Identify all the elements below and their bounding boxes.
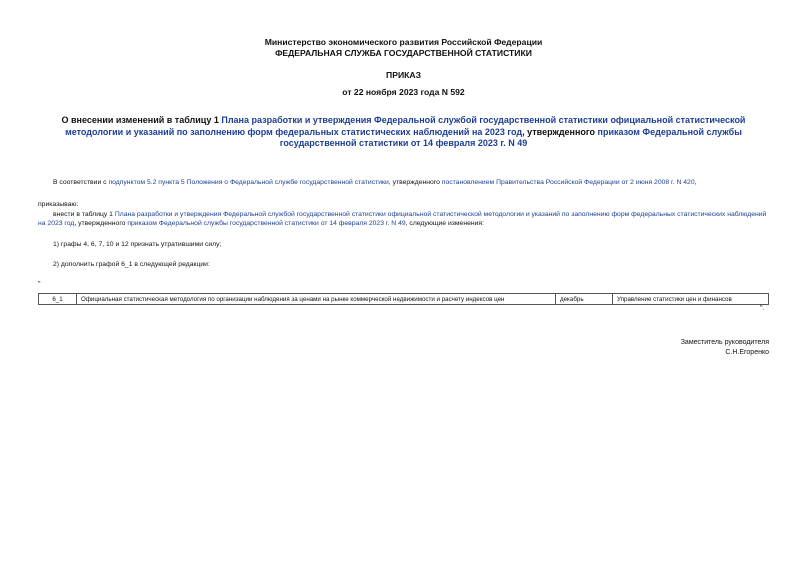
document-date: от 22 ноября 2023 года N 592 [342, 87, 465, 97]
title-prefix: О внесении изменений в таблицу 1 [61, 115, 222, 125]
amend-plan-link[interactable]: Плана разработки и утверждения Федеральной службой государственной статистики официальной статистической методологии и указаний по заполнению форм федеральных статистических наблюдений на 2023 год [38, 211, 767, 227]
title-middle: , утвержденного [522, 126, 598, 137]
document-type: ПРИКАЗ [386, 70, 421, 80]
item-1: 1) графы 4, 6, 7, 10 и 12 признать утратившими силу; [53, 241, 222, 248]
cell-number: 6_1 [39, 294, 77, 305]
item-2: 2) дополнить графой 6_1 в следующей редакции: [53, 261, 210, 268]
signature-name: С.Н.Егоренко [725, 349, 769, 356]
amend-prefix: внести в таблицу 1 [53, 211, 115, 218]
cell-department: Управление статистики цен и финансов [613, 294, 769, 305]
signature-position: Заместитель руководителя [680, 339, 769, 346]
cell-description: Официальная статистическая методология по организации наблюдения за ценами на рынке коммерческой недвижимости и расчету индексов цен [77, 294, 556, 305]
order-word: приказываю: [38, 201, 79, 208]
quote-close: ". [760, 305, 765, 312]
amend-order-link[interactable]: приказом Федеральной службы государственной статистики от 14 февраля 2023 г. N 49 [127, 220, 406, 227]
preamble-prefix: В соответствии с [53, 179, 109, 186]
preamble-resolution-link[interactable]: постановлением Правительства Российской Федерации от 2 июня 2008 г. N 420 [441, 179, 695, 186]
preamble-suffix: , [694, 179, 697, 186]
document-title [60, 115, 747, 150]
service-name: ФЕДЕРАЛЬНАЯ СЛУЖБА ГОСУДАРСТВЕННОЙ СТАТИСТИКИ [275, 48, 532, 58]
ministry-name: Министерство экономического развития Российской Федерации [264, 37, 543, 47]
amend-middle: , утвержденного [74, 220, 128, 227]
preamble-middle: , утвержденного [388, 179, 442, 186]
preamble-regulation-link[interactable]: подпунктом 5.2 пункта 5 Положения о Федеральной службе государственной статистики [108, 179, 389, 186]
quote-open: " [38, 281, 41, 288]
amendment-table [38, 293, 769, 305]
cell-month: декабрь [556, 294, 613, 305]
title-order-link[interactable]: приказом Федеральной службы государственной статистики от 14 февраля 2023 г. N 49 [279, 126, 742, 148]
preamble [53, 178, 773, 187]
amendment-paragraph [38, 210, 772, 228]
title-plan-link[interactable]: Плана разработки и утверждения Федеральной службой государственной статистики официальной статистической методологии и указаний по заполнению форм федеральных статистических наблюдений на 2023 год [65, 115, 746, 137]
table-row [39, 294, 769, 305]
amend-suffix: , следующие изменения: [405, 220, 484, 227]
